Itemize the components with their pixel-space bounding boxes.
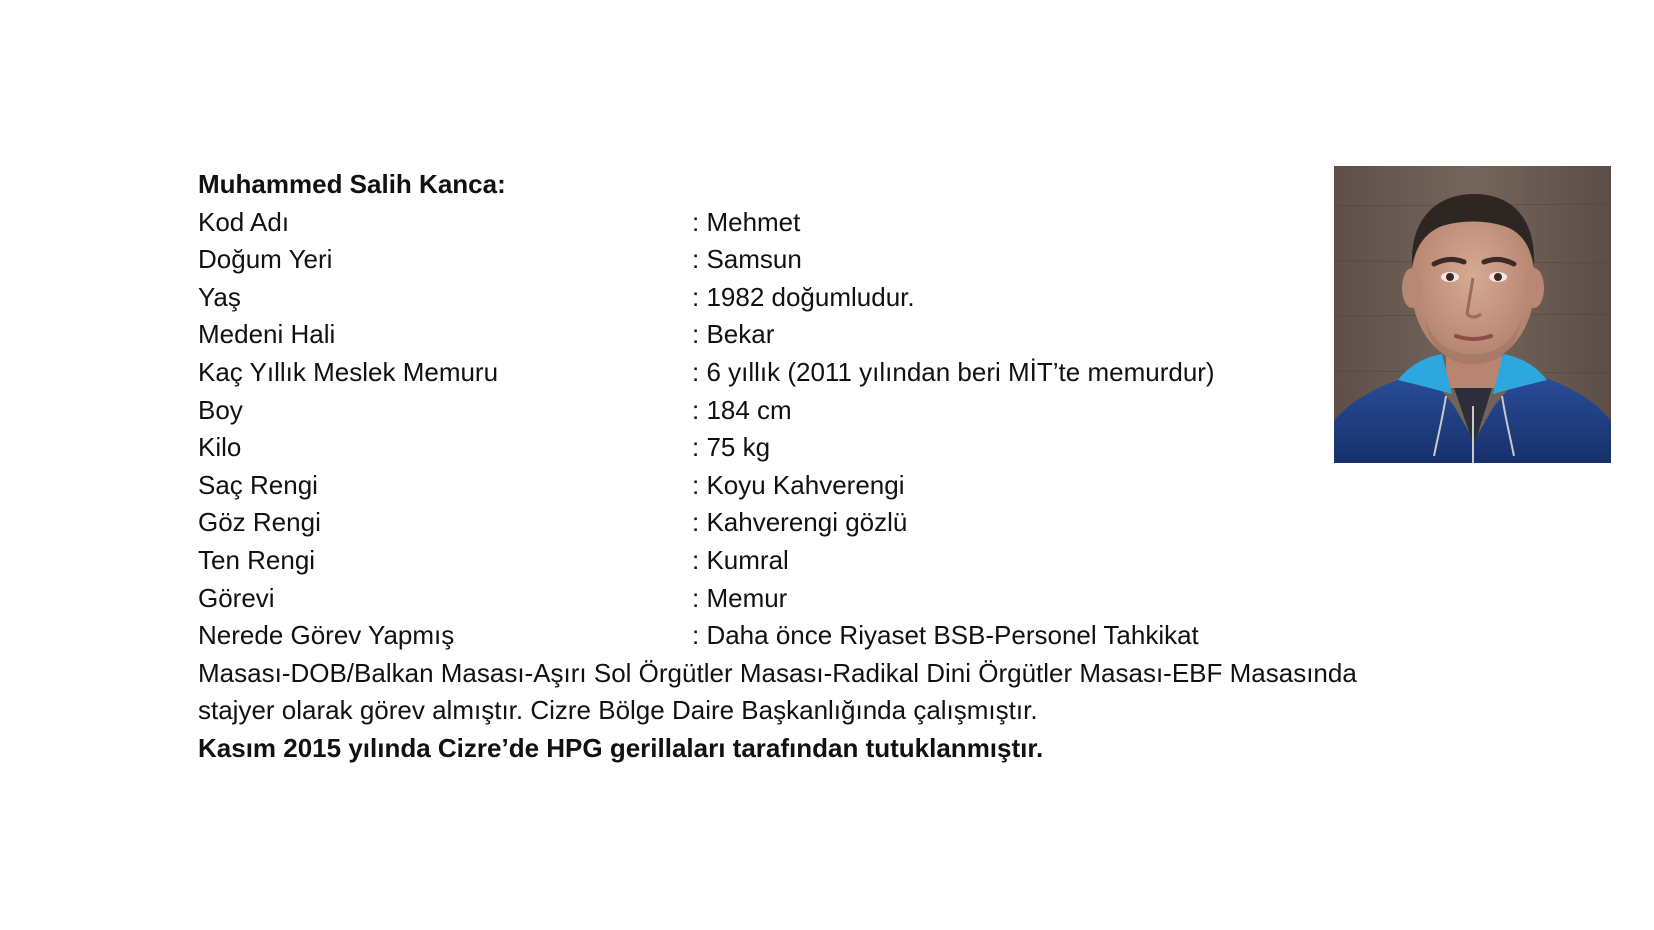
portrait-photo [1334, 166, 1611, 463]
final-statement: Kasım 2015 yılında Cizre’de HPG gerillaları tarafından tutuklanmıştır. [198, 732, 1044, 763]
field-value: : Samsun [692, 244, 802, 275]
field-label: Saç Rengi [198, 469, 318, 500]
portrait-photo-icon [1334, 166, 1611, 463]
field-row [198, 392, 1458, 430]
field-label: Medeni Hali [198, 319, 336, 350]
field-label: Görevi [198, 582, 275, 613]
field-value: : Kahverengi gözlü [692, 507, 908, 538]
field-value: : 75 kg [692, 432, 771, 463]
profile-title: Muhammed Salih Kanca: [198, 169, 506, 199]
field-label: Kaç Yıllık Meslek Memuru [198, 356, 499, 387]
field-label: Yaş [198, 281, 241, 312]
field-value: : Kumral [692, 544, 789, 575]
field-value: : Mehmet [692, 206, 801, 237]
profile-fields [198, 204, 1458, 655]
field-value: : 6 yıllık (2011 yılından beri MİT’te memurdur) [692, 356, 1215, 387]
continuation-line: Masası-DOB/Balkan Masası-Aşırı Sol Örgütler Masası-Radikal Dini Örgütler Masası-EBF Masasında [198, 657, 1357, 688]
field-row [198, 467, 1458, 505]
field-label: Doğum Yeri [198, 244, 333, 275]
field-row [198, 279, 1458, 317]
field-value: : Koyu Kahverengi [692, 469, 905, 500]
field-row [198, 204, 1458, 242]
field-row [198, 617, 1458, 655]
field-label: Kilo [198, 432, 242, 463]
continuation-line: stajyer olarak görev almıştır. Cizre Bölge Daire Başkanlığında çalışmıştır. [198, 695, 1038, 726]
field-label: Kod Adı [198, 206, 290, 237]
field-row [198, 316, 1458, 354]
field-value: : 184 cm [692, 394, 792, 425]
profile-text-block [198, 166, 1458, 768]
field-row [198, 241, 1458, 279]
field-label: Nerede Görev Yapmış [198, 620, 455, 651]
field-value: : 1982 doğumludur. [692, 281, 915, 312]
field-value: : Daha önce Riyaset BSB-Personel Tahkikat [692, 620, 1199, 651]
field-row [198, 429, 1458, 467]
field-row [198, 504, 1458, 542]
field-row [198, 580, 1458, 618]
field-label: Göz Rengi [198, 507, 321, 538]
field-row [198, 542, 1458, 580]
field-value: : Memur [692, 582, 788, 613]
field-label: Ten Rengi [198, 544, 316, 575]
field-row [198, 354, 1458, 392]
field-value: : Bekar [692, 319, 775, 350]
field-label: Boy [198, 394, 243, 425]
